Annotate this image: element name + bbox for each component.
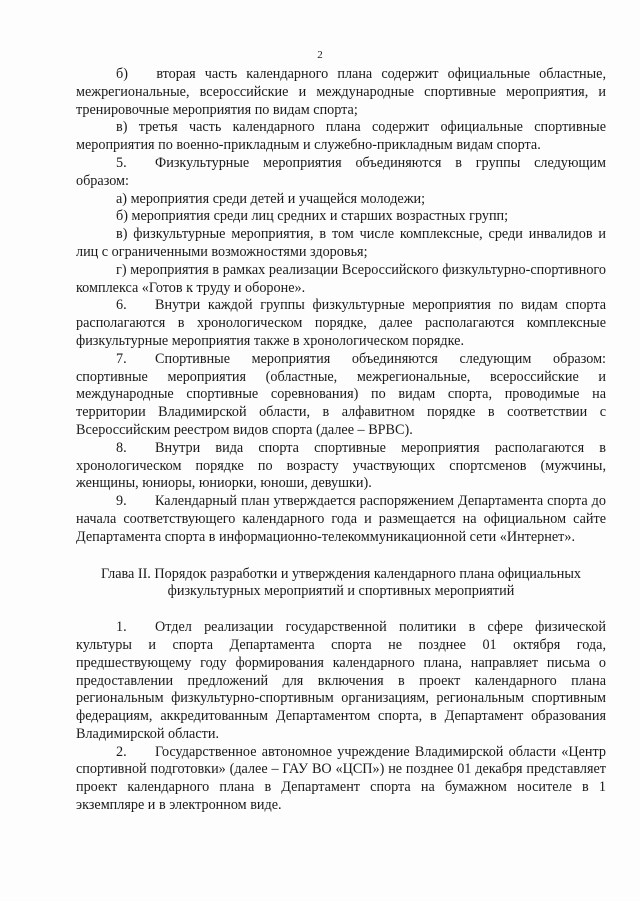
chapter2-paragraph-2: 2. Государственное автономное учреждение Владимирской области «Центр спортивной подготовки» (далее – ГАУ ВО «ЦСП») не позднее 01 декабря представляет проект календарного плана в Департамент спорта на бумажном носителе в 1 экземпляре и в электронном виде. — [76, 743, 606, 814]
paragraph-5: 5. Физкультурные мероприятия объединяются в группы следующим образом: — [76, 154, 606, 189]
document-body — [76, 66, 606, 815]
paragraph-8: 8. Внутри вида спорта спортивные мероприятия располагаются в хронологическом порядке по возрасту участвующих спортсменов (мужчины, женщины, юниоры, юниорки, юноши, девушки). — [76, 439, 606, 492]
chapter2-paragraph-1: 1. Отдел реализации государственной политики в сфере физической культуры и спорта Департамента спорта не позднее 01 октября года, предшествующему году формирования календарного плана, направляет письма о предоставлении предложений для включения в проект календарного плана региональным физкультурно-спортивным организациям, региональным спортивным федерациям, аккредитованным Департаментом спорта, в Департамент образования Владимирской области. — [76, 619, 606, 742]
list-item-b: б) мероприятия среди лиц средних и старших возрастных групп; — [116, 208, 509, 225]
paragraph-7: 7. Спортивные мероприятия объединяются следующим образом: спортивные мероприятия (областные, межрегиональные, всероссийские и международные спортивные соревнования) по видам спорта, проводимые на территории Владимирской области, в алфавитном порядке в соответствии с Всероссийским реестром видов спорта (далее – ВРВС). — [76, 350, 606, 438]
list-item-a: а) мероприятия среди детей и учащейся молодежи; — [116, 190, 426, 207]
page-number: 2 — [317, 49, 323, 61]
chapter-heading-line-1: Глава II. Порядок разработки и утверждения календарного плана официальных — [100, 565, 581, 582]
paragraph-9: 9. Календарный план утверждается распоряжением Департамента спорта до начала соответствующего календарного года и размещается на официальном сайте Департамента спорта в информационно-телекоммуникационной сети «Интернет». — [76, 493, 606, 545]
paragraph-v-third-part: в) третья часть календарного плана содержит официальные спортивные мероприятия по военно-прикладным и служебно-прикладным видам спорта. — [76, 119, 606, 154]
list-item-v: в) физкультурные мероприятия, в том числе комплексные, среди инвалидов и лиц с ограниченными возможностями здоровья; — [76, 226, 606, 260]
paragraph-b-second-part: б) вторая часть календарного плана содержит официальные областные, межрегиональные, всероссийские и международные спортивные мероприятия, и тренировочные мероприятия по видам спорта; — [76, 66, 606, 118]
chapter-heading — [76, 566, 606, 602]
paragraph-6: 6. Внутри каждой группы физкультурные мероприятия по видам спорта располагаются в хронологическом порядке, далее располагаются комплексные физкультурные мероприятия также в хронологическом порядке. — [76, 297, 606, 349]
chapter-heading-line-2: физкультурных мероприятий и спортивных мероприятий — [167, 583, 515, 600]
list-item-g: г) мероприятия в рамках реализации Всероссийского физкультурно-спортивного комплекса «Готов к труду и обороне». — [76, 261, 606, 296]
